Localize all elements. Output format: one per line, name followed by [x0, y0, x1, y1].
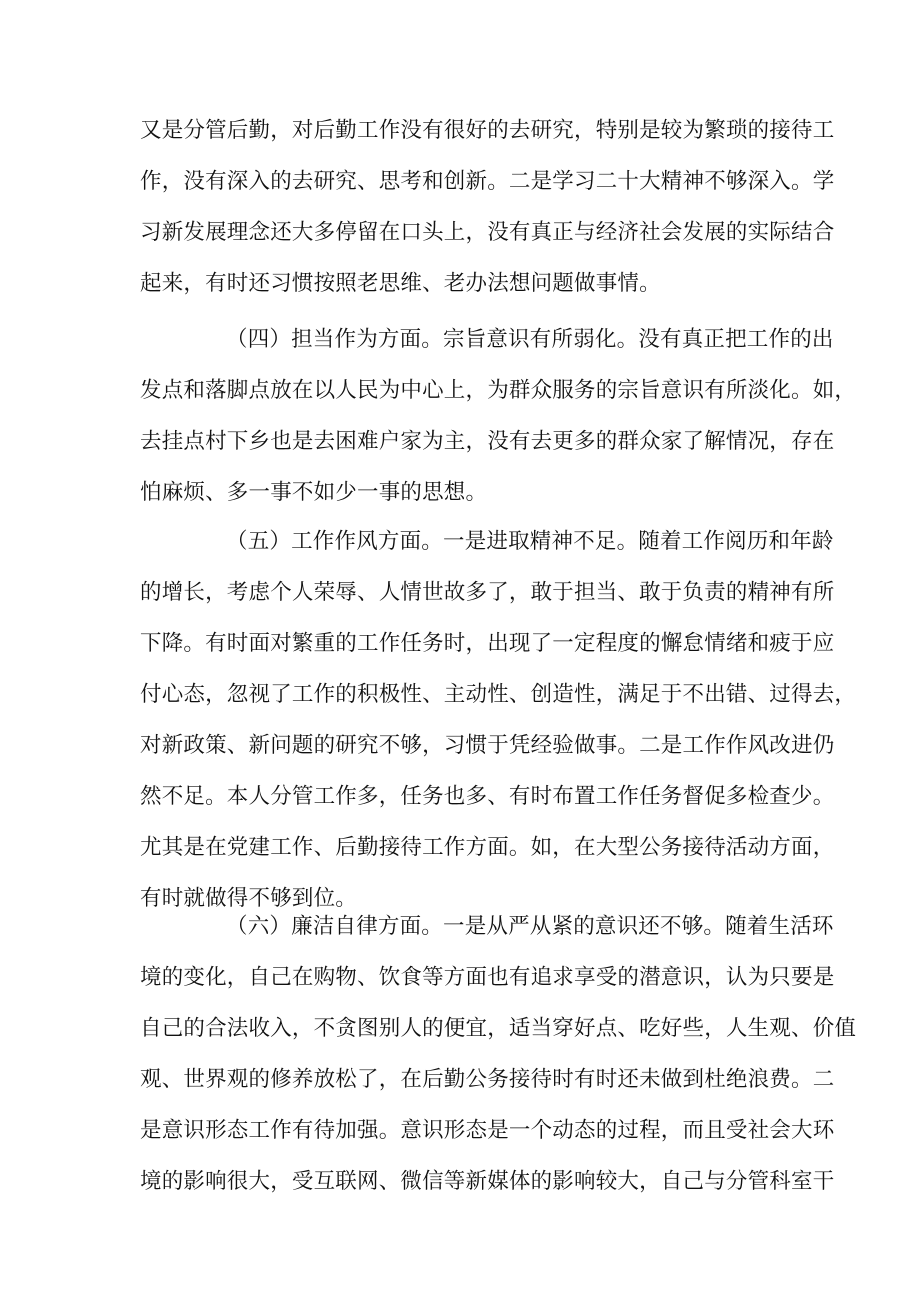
text-line: 境的变化，自己在购物、饮食等方面也有追求享受的潜意识，认为只要是 [140, 965, 835, 990]
text-line: （六）廉洁自律方面。一是从严从紧的意识还不够。随着生活环 [226, 914, 834, 939]
paragraph-responsibility [140, 314, 857, 518]
text-line: 自己的合法收入，不贪图别人的便宜，适当穿好点、吃好些，人生观、价值 [140, 1016, 857, 1041]
text-line: （四）担当作为方面。宗旨意识有所弱化。没有真正把工作的出 [226, 327, 834, 352]
text-line: （五）工作作风方面。一是进取精神不足。随着工作阅历和年龄 [226, 529, 834, 554]
text-line: 是意识形态工作有待加强。意识形态是一个动态的过程，而且受社会大环 [140, 1118, 835, 1143]
text-line: 然不足。本人分管工作多，任务也多、有时布置工作任务督促多检查少。 [140, 784, 835, 809]
text-line: 怕麻烦、多一事不如少一事的思想。 [140, 480, 488, 505]
text-line: 尤其是在党建工作、后勤接待工作方面。如，在大型公务接待活动方面， [140, 835, 835, 860]
text-line: 的增长，考虑个人荣辱、人情世故多了，敢于担当、敢于负责的精神有所 [140, 580, 835, 605]
text-line: 作，没有深入的去研究、思考和创新。二是学习二十大精神不够深入。学 [140, 169, 835, 194]
paragraph-integrity [140, 901, 857, 1207]
text-line: 付心态，忽视了工作的积极性、主动性、创造性，满足于不出错、过得去， [140, 682, 857, 707]
text-line: 境的影响很大，受互联网、微信等新媒体的影响较大，自己与分管科室干 [140, 1169, 835, 1194]
text-line: 发点和落脚点放在以人民为中心上，为群众服务的宗旨意识有所淡化。如， [140, 378, 857, 403]
text-line: 观、世界观的修养放松了，在后勤公务接待时有时还未做到杜绝浪费。二 [140, 1067, 835, 1092]
paragraph-work-style [140, 516, 857, 924]
paragraph-continuation [140, 105, 835, 309]
text-line: 起来，有时还习惯按照老思维、老办法想问题做事情。 [140, 271, 661, 296]
text-line: 去挂点村下乡也是去困难户家为主，没有去更多的群众家了解情况，存在 [140, 429, 835, 454]
text-line: 又是分管后勤，对后勤工作没有很好的去研究，特别是较为繁琐的接待工 [140, 118, 835, 143]
text-line: 有时就做得不够到位。 [140, 886, 358, 911]
text-line: 对新政策、新问题的研究不够，习惯于凭经验做事。二是工作作风改进仍 [140, 733, 835, 758]
text-line: 习新发展理念还大多停留在口头上，没有真正与经济社会发展的实际结合 [140, 220, 835, 245]
text-line: 下降。有时面对繁重的工作任务时，出现了一定程度的懈怠情绪和疲于应 [140, 631, 835, 656]
